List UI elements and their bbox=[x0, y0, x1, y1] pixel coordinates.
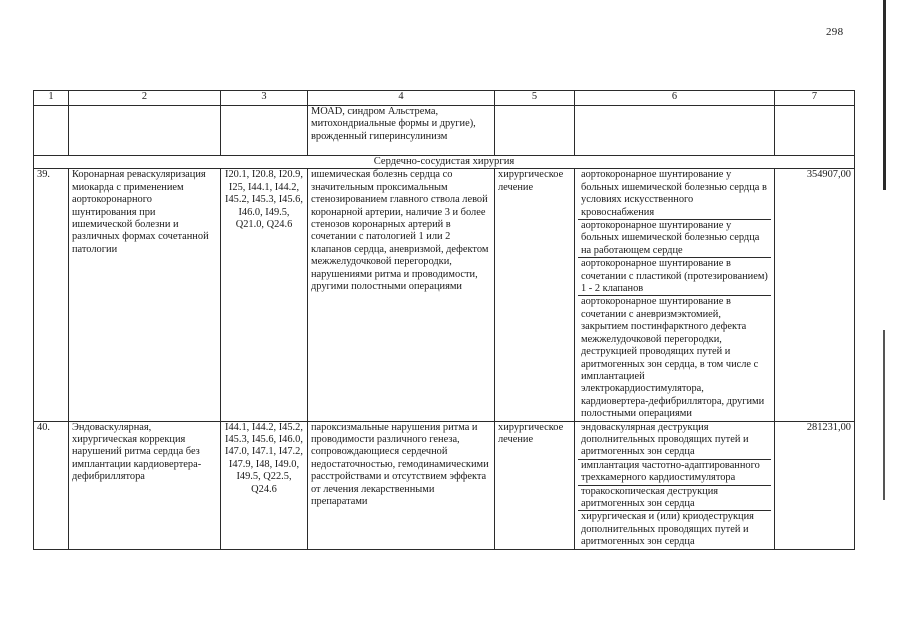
care-type-name: Эндоваскулярная, хирургическая коррекция нарушений ритма сердца без имплантации кардиовертера-дефибриллятора bbox=[69, 421, 221, 549]
method-item: хирургическая и (или) криодеструкция дополнительных проводящих путей и аритмогенных зон сердца bbox=[581, 511, 754, 548]
medical-care-table bbox=[33, 90, 855, 550]
column-number: 2 bbox=[69, 91, 221, 106]
treatment-type: хирургическое лечение bbox=[495, 421, 575, 549]
section-row bbox=[34, 156, 855, 169]
treatment-methods bbox=[575, 169, 775, 421]
standard-cost: 281231,00 bbox=[775, 421, 855, 549]
method-item: аортокоронарное шунтирование у больных ишемической болезнью сердца на работающем сердце bbox=[578, 220, 771, 258]
table-row bbox=[34, 169, 855, 421]
table-row bbox=[34, 421, 855, 549]
section-title: Сердечно-сосудистая хирургия bbox=[34, 156, 855, 169]
row-number: 39. bbox=[34, 169, 69, 421]
continuation-row bbox=[34, 106, 855, 156]
page-number: 298 bbox=[826, 26, 844, 38]
method-item: эндоваскулярная деструкция дополнительных проводящих путей и аритмогенных зон сердца bbox=[578, 422, 771, 460]
scan-edge-mark bbox=[883, 0, 886, 190]
treatment-methods bbox=[575, 421, 775, 549]
column-number-row bbox=[34, 91, 855, 106]
row-number: 40. bbox=[34, 421, 69, 549]
method-item: аортокоронарное шунтирование в сочетании с аневризмэктомией, закрытием постинфарктного дефекта межжелудочковой перегородки, деструкцией проводящих путей и аритмогенных зон сердца, в том числе с имплантацией электрокардиостимулятора, кардиовертера-дефибриллятора, другими полостными операциями bbox=[581, 296, 765, 420]
icd-codes: I20.1, I20.8, I20.9, I25, I44.1, I44.2, I45.2, I45.3, I45.6, I46.0, I49.5, Q21.0, Q24.6 bbox=[221, 169, 308, 421]
treatment-type: хирургическое лечение bbox=[495, 169, 575, 421]
column-number: 4 bbox=[308, 91, 495, 106]
icd-codes: I44.1, I44.2, I45.2, I45.3, I45.6, I46.0, I47.0, I47.1, I47.2, I47.9, I48, I49.0, I49.5, Q22.5, Q24.6 bbox=[221, 421, 308, 549]
continued-patient-model: МОАD, синдром Альстрема, митохондриальные формы и другие), врожденный гиперинсулинизм bbox=[308, 106, 495, 156]
method-item: аортокоронарное шунтирование у больных ишемической болезнью сердца в условиях искусственного кровоснабжения bbox=[578, 169, 771, 220]
patient-model: ишемическая болезнь сердца со значительным проксимальным стенозированием главного ствола левой коронарной артерии, наличие 3 и более стенозов коронарных артерий в сочетании с патологией 1 или 2 клапанов сердца, аневризмой, дефектом межжелудочковой перегородки, нарушениями ритма и проводимости, другими полостными операциями bbox=[308, 169, 495, 421]
method-item: торакоскопическая деструкция аритмогенных зон сердца bbox=[578, 486, 771, 512]
column-number: 6 bbox=[575, 91, 775, 106]
column-number: 7 bbox=[775, 91, 855, 106]
scan-edge-mark bbox=[883, 330, 885, 500]
patient-model: пароксизмальные нарушения ритма и проводимости различного генеза, сопровождающиеся сердечной недостаточностью, гемодинамическими расстройствами и отсутствием эффекта от лечения лекарственными препаратами bbox=[308, 421, 495, 549]
column-number: 1 bbox=[34, 91, 69, 106]
method-item: аортокоронарное шунтирование в сочетании с пластикой (протезированием) 1 - 2 клапанов bbox=[578, 258, 771, 296]
method-item: имплантация частотно-адаптированного трехкамерного кардиостимулятора bbox=[578, 460, 771, 486]
care-type-name: Коронарная реваскуляризация миокарда с применением аортокоронарного шунтирования при ишемической болезни и различных формах сочетанной патологии bbox=[69, 169, 221, 421]
standard-cost: 354907,00 bbox=[775, 169, 855, 421]
column-number: 3 bbox=[221, 91, 308, 106]
column-number: 5 bbox=[495, 91, 575, 106]
